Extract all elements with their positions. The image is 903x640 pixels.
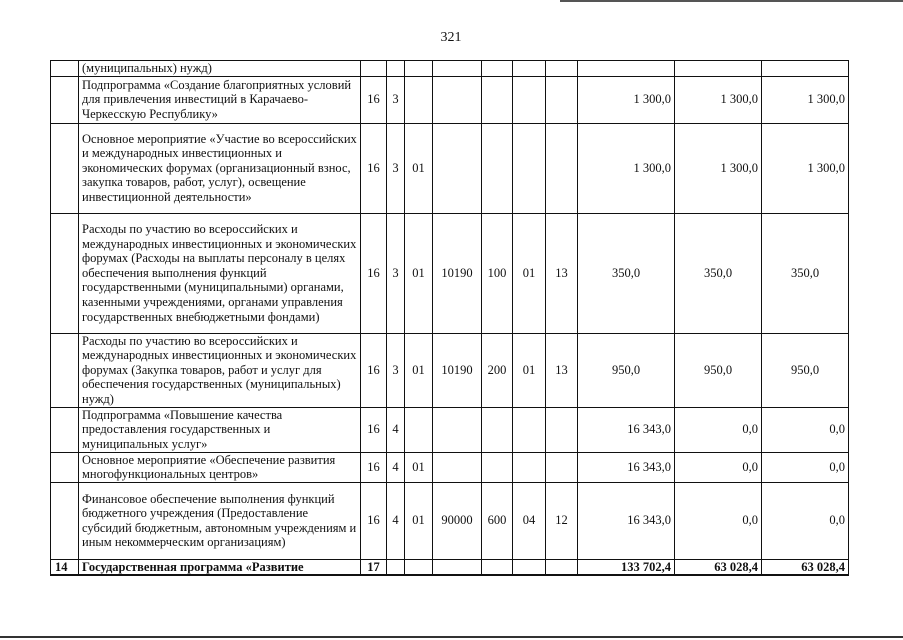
cell-code: [482, 123, 513, 213]
cell-name: Основное мероприятие «Обеспечение развития многофункциональных центров»: [79, 452, 361, 482]
cell-code: 04: [513, 482, 546, 559]
cell-value: 16 343,0: [578, 407, 675, 452]
cell-code: 01: [405, 123, 433, 213]
cell-code: [546, 123, 578, 213]
cell-code: [513, 123, 546, 213]
cell-value: 63 028,4: [762, 559, 849, 575]
cell-code: 01: [405, 452, 433, 482]
cell-code: [433, 123, 482, 213]
cell-code: [433, 61, 482, 77]
cell-code: 13: [546, 213, 578, 333]
cell-code: 01: [405, 333, 433, 407]
cell-code: 4: [387, 452, 405, 482]
cell-value: 950,0: [762, 333, 849, 407]
cell-value: 1 300,0: [578, 123, 675, 213]
cell-name: Подпрограмма «Создание благоприятных условий для привлечения инвестиций в Карачаево-Черкесскую Республику»: [79, 76, 361, 123]
cell-num: [51, 76, 79, 123]
cell-code: [433, 76, 482, 123]
cell-code: [482, 559, 513, 575]
cell-value: [578, 61, 675, 77]
cell-value: 1 300,0: [762, 76, 849, 123]
cell-code: [546, 61, 578, 77]
cell-value: 1 300,0: [675, 123, 762, 213]
cell-value: [675, 61, 762, 77]
cell-code: 16: [361, 452, 387, 482]
budget-table: [50, 60, 849, 576]
cell-code: 16: [361, 407, 387, 452]
cell-code: 10190: [433, 213, 482, 333]
cell-code: [405, 76, 433, 123]
cell-code: [387, 61, 405, 77]
cell-name: Основное мероприятие «Участие во всероссийских и международных инвестиционных и экономических форумах (организационный взнос, закупка товаров, работ, услуг), освещение инвестиционной деятельности»: [79, 123, 361, 213]
cell-code: [405, 559, 433, 575]
cell-value: 16 343,0: [578, 482, 675, 559]
cell-code: 01: [513, 333, 546, 407]
scan-edge-bottom: [0, 636, 903, 638]
cell-code: [482, 407, 513, 452]
cell-code: [482, 452, 513, 482]
cell-value: 350,0: [762, 213, 849, 333]
cell-code: [482, 61, 513, 77]
cell-code: [546, 76, 578, 123]
cell-value: 1 300,0: [762, 123, 849, 213]
cell-value: 0,0: [762, 482, 849, 559]
cell-code: [482, 76, 513, 123]
cell-value: 0,0: [762, 407, 849, 452]
cell-code: 3: [387, 123, 405, 213]
table-row: [51, 76, 849, 123]
table-row: [51, 61, 849, 77]
cell-code: [513, 61, 546, 77]
cell-code: 3: [387, 333, 405, 407]
cell-value: 0,0: [762, 452, 849, 482]
cell-code: [433, 452, 482, 482]
cell-code: 12: [546, 482, 578, 559]
cell-value: 0,0: [675, 452, 762, 482]
table-row: [51, 333, 849, 407]
cell-name: Государственная программа «Развитие: [79, 559, 361, 575]
scan-edge-top: [560, 0, 903, 2]
cell-code: [387, 559, 405, 575]
table-row: [51, 407, 849, 452]
table-body: [51, 61, 849, 576]
cell-code: [513, 559, 546, 575]
cell-value: 1 300,0: [578, 76, 675, 123]
cell-code: 3: [387, 213, 405, 333]
cell-code: [513, 407, 546, 452]
cell-value: 0,0: [675, 482, 762, 559]
table-row: [51, 452, 849, 482]
cell-code: 16: [361, 333, 387, 407]
cell-code: 16: [361, 76, 387, 123]
cell-code: 10190: [433, 333, 482, 407]
cell-value: 350,0: [578, 213, 675, 333]
cell-value: [762, 61, 849, 77]
cell-name: Расходы по участию во всероссийских и международных инвестиционных и экономических форумах (Расходы на выплаты персоналу в целях обеспечения выполнения функций государственными (муниципальными) органами, казенными учреждениями, органами управления государственных внебюджетными фондами): [79, 213, 361, 333]
cell-code: 600: [482, 482, 513, 559]
cell-value: 350,0: [675, 213, 762, 333]
cell-code: [405, 61, 433, 77]
cell-name: (муниципальных) нужд): [79, 61, 361, 77]
cell-code: 16: [361, 123, 387, 213]
table-row-total: [51, 559, 849, 575]
cell-code: 100: [482, 213, 513, 333]
cell-code: 16: [361, 213, 387, 333]
cell-value: 1 300,0: [675, 76, 762, 123]
cell-num: [51, 407, 79, 452]
cell-code: [546, 559, 578, 575]
cell-name: Подпрограмма «Повышение качества предоставления государственных и муниципальных услуг»: [79, 407, 361, 452]
cell-num: [51, 213, 79, 333]
cell-code: 3: [387, 76, 405, 123]
cell-num: 14: [51, 559, 79, 575]
cell-code: [433, 407, 482, 452]
cell-value: 950,0: [675, 333, 762, 407]
cell-value: 16 343,0: [578, 452, 675, 482]
cell-value: 0,0: [675, 407, 762, 452]
cell-num: [51, 482, 79, 559]
cell-code: [433, 559, 482, 575]
cell-code: 13: [546, 333, 578, 407]
cell-code: [546, 452, 578, 482]
cell-code: [361, 61, 387, 77]
cell-code: 4: [387, 407, 405, 452]
cell-code: [513, 452, 546, 482]
table-row: [51, 123, 849, 213]
cell-code: 16: [361, 482, 387, 559]
cell-code: 4: [387, 482, 405, 559]
table-row: [51, 482, 849, 559]
cell-num: [51, 61, 79, 77]
table-row: [51, 213, 849, 333]
cell-value: 133 702,4: [578, 559, 675, 575]
cell-code: 01: [405, 213, 433, 333]
cell-code: 01: [405, 482, 433, 559]
cell-code: 17: [361, 559, 387, 575]
page-number: 321: [440, 30, 462, 45]
cell-value: 950,0: [578, 333, 675, 407]
cell-code: [405, 407, 433, 452]
cell-num: [51, 333, 79, 407]
cell-num: [51, 123, 79, 213]
cell-value: 63 028,4: [675, 559, 762, 575]
cell-code: 01: [513, 213, 546, 333]
cell-num: [51, 452, 79, 482]
cell-code: 200: [482, 333, 513, 407]
cell-code: [513, 76, 546, 123]
cell-code: 90000: [433, 482, 482, 559]
cell-name: Расходы по участию во всероссийских и международных инвестиционных и экономических форумах (Закупка товаров, работ и услуг для обеспечения государственных (муниципальных) нужд): [79, 333, 361, 407]
cell-code: [546, 407, 578, 452]
cell-name: Финансовое обеспечение выполнения функций бюджетного учреждения (Предоставление субсидий бюджетным, автономным учреждениям и иным некоммерческим организациям): [79, 482, 361, 559]
